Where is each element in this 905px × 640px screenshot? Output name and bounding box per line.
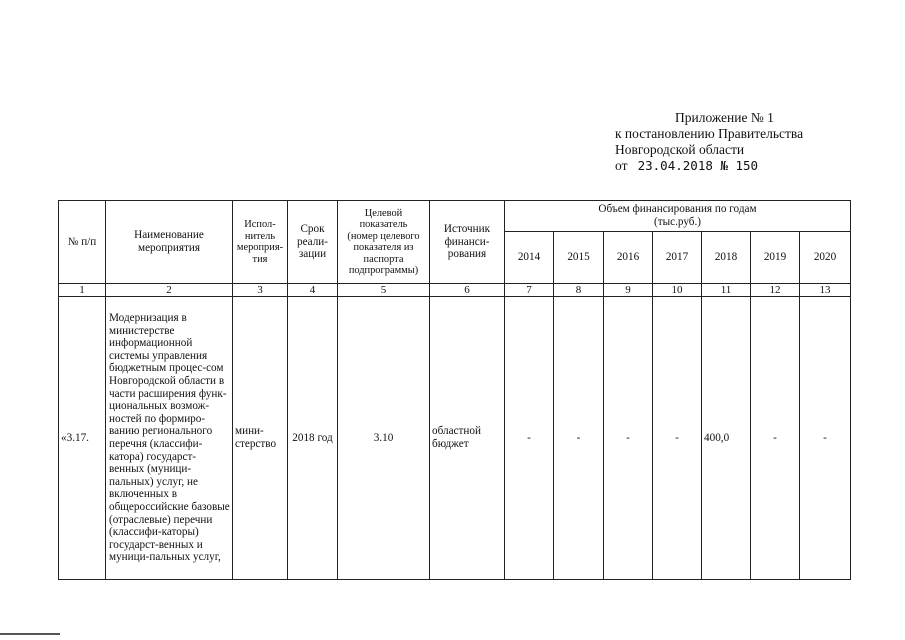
col-number: 11 <box>702 284 751 297</box>
header-target-title: Целевой показатель <box>359 207 408 230</box>
header-executor: Испол-нитель мероприя-тия <box>233 201 288 284</box>
column-numbers-row <box>59 284 851 297</box>
row-num: «3.17. <box>59 297 106 580</box>
col-number: 5 <box>338 284 430 297</box>
row-value-2014: - <box>505 297 554 580</box>
activities-table <box>58 200 851 580</box>
col-number: 12 <box>751 284 800 297</box>
year-2017: 2017 <box>653 232 702 284</box>
col-number: 3 <box>233 284 288 297</box>
header-name: Наименование мероприятия <box>106 201 233 284</box>
row-executor: мини-стерство <box>233 297 288 580</box>
col-number: 4 <box>288 284 338 297</box>
header-target <box>338 201 430 284</box>
appendix-title: Приложение № 1 <box>675 110 774 125</box>
year-2020: 2020 <box>800 232 851 284</box>
row-target: 3.10 <box>338 297 430 580</box>
col-number: 7 <box>505 284 554 297</box>
row-value-2020: - <box>800 297 851 580</box>
year-2015: 2015 <box>554 232 604 284</box>
row-source: областной бюджет <box>430 297 505 580</box>
header-target-sub: (номер целевого показателя из паспорта подпрограммы) <box>347 230 420 276</box>
header-num: № п/п <box>59 201 106 284</box>
row-value-2018: 400,0 <box>702 297 751 580</box>
col-number: 6 <box>430 284 505 297</box>
year-2016: 2016 <box>604 232 653 284</box>
row-value-2015: - <box>554 297 604 580</box>
date-handwritten: 23.04.2018 № 150 <box>637 158 759 173</box>
appendix-header <box>615 110 803 174</box>
year-2018: 2018 <box>702 232 751 284</box>
year-2019: 2019 <box>751 232 800 284</box>
date-prefix: от <box>615 158 628 173</box>
col-number: 13 <box>800 284 851 297</box>
appendix-decree: к постановлению Правительства <box>615 126 804 141</box>
header-row-1 <box>59 201 851 232</box>
col-number: 9 <box>604 284 653 297</box>
appendix-region: Новгородской области <box>615 142 745 157</box>
year-2014: 2014 <box>505 232 554 284</box>
table-row <box>59 297 851 580</box>
row-name: Модернизация в министерстве информационной системы управления бюджетным процес-сом Новгородской области в части расширения функ-циональных возмож-ностей по формиро-ванию регионального перечня (классифи-катора) государст-венных (муници-пальных) услуг, не включенных в общероссийские базовые (отраслевые) перечни (классифи-каторы) государст-венных и муници-пальных услуг, <box>106 297 233 580</box>
appendix-date <box>615 158 803 174</box>
col-number: 10 <box>653 284 702 297</box>
header-term: Срок реали-зации <box>288 201 338 284</box>
col-number: 2 <box>106 284 233 297</box>
col-number: 1 <box>59 284 106 297</box>
header-finance-unit: (тыс.руб.) <box>653 216 701 228</box>
header-finance <box>505 201 851 232</box>
col-number: 8 <box>554 284 604 297</box>
scan-edge-mark <box>0 633 60 635</box>
row-term: 2018 год <box>288 297 338 580</box>
header-source: Источник финанси-рования <box>430 201 505 284</box>
header-finance-title: Объем финансирования по годам <box>598 203 757 216</box>
row-value-2019: - <box>751 297 800 580</box>
row-value-2016: - <box>604 297 653 580</box>
row-value-2017: - <box>653 297 702 580</box>
